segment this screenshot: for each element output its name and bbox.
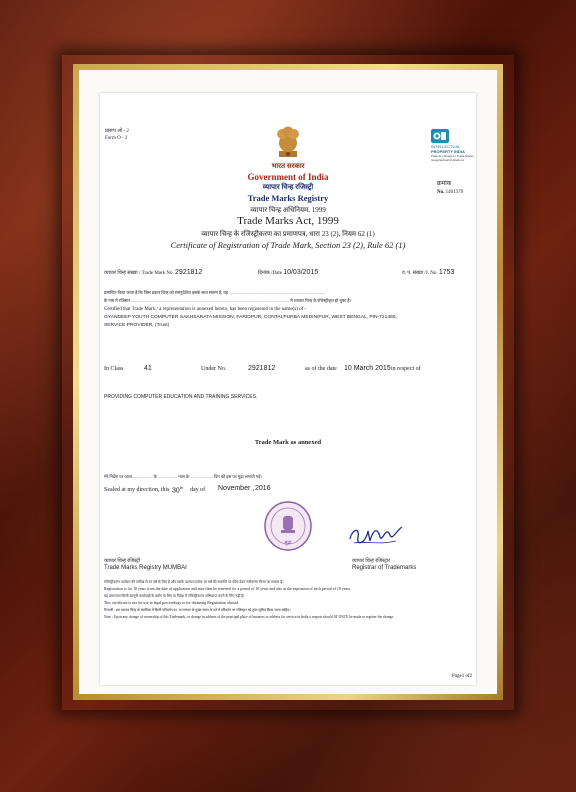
sealed-day-suffix: th — [179, 485, 184, 490]
note-4: This certificate is not for use in legal proceedings or for obtaining Registration abroad. — [104, 601, 239, 605]
govt-title: Government of India — [247, 172, 329, 182]
registry-hindi: व्यापार चिन्ह रजिस्ट्री — [262, 183, 314, 191]
note-5-hindi: टिप्पणी : इस व्यापार चिन्ह के स्वामित्व में किसी परिवर्तन पर, या व्यापार के मुख्य स्थान के पते में परिवर्तन पर रजिस्ट्रार को तुरंत सूचित किया जाना चाहिए। — [104, 608, 291, 612]
govt-hindi: भारत सरकार — [271, 162, 305, 170]
form-number-hindi: प्रारूप ओ - 2 — [105, 129, 129, 134]
page-number: Page1 of2 — [452, 674, 473, 679]
as-of-date-value: 10 March 2015 — [344, 365, 391, 372]
footer-left: Trade Marks Registry MUMBAI — [104, 565, 187, 571]
as-of-date-label: as of the date — [305, 366, 337, 372]
seal-caption: मुद्रा — [284, 540, 292, 546]
registrar-signature — [346, 521, 406, 549]
signature-text: OKsy/li — [371, 544, 381, 548]
registry-title: Trade Marks Registry — [247, 193, 329, 203]
form-number: Form O - 2 — [105, 136, 128, 141]
sealed-label: Sealed at my direction, this — [104, 487, 170, 493]
services-description: PROVIDING COMPUTER EDUCATION AND TRAINING SERVICES. — [104, 394, 258, 400]
certify-hindi-line2: के नाम में रजिस्टर ....................................................................................................................................................... में व्यापार चिन्ह के रजिस्ट्रीकृत हो चुका है। — [104, 298, 352, 303]
certificate-hindi: व्यापार चिन्ह के रजिस्ट्रीकरण का प्रमाणपत्र, धारा 23 (2), नियम 62 (1) — [201, 230, 375, 238]
serial-label: No. — [437, 190, 445, 195]
journal-no-label: व. प. संख्या /J. No. — [402, 271, 438, 276]
sealed-month: November , — [218, 485, 255, 492]
proprietor-line1: GYANDEEP YOUTH COMPUTER SAKHSARATA MISSION, FARIDPUR, CONTAI,PURBA MEDINIPUR, WEST BENGAL, PIN-721450, — [104, 315, 397, 320]
in-respect-of: in respect of — [391, 366, 421, 372]
sealed-hindi: मेरे निर्देश पर आज .................. के .................. मास के ..................... दिन को इस पर मुद्रा लगायी गई। — [104, 474, 262, 479]
certificate-paper — [100, 93, 476, 685]
ip-logo-line1: INTELLECTUAL — [431, 144, 461, 149]
journal-no: 1753 — [438, 269, 455, 276]
trade-mark-no-label: व्यापार चिन्ह संख्या / Trade Mark No. — [104, 271, 174, 276]
class-value: 41 — [144, 365, 152, 372]
certify-english: Certified that Trade Mark / a representation is annexed hereto, has been registered in the name(s) of - — [104, 307, 307, 312]
official-seal-icon — [263, 500, 313, 552]
trade-mark-annexed: Trade Mark as annexed — [254, 439, 322, 446]
note-3-hindi: यह प्रमाणपत्र किसी कानूनी कार्यवाही के प्रयोग के लिए या विदेश में रजिस्ट्रीकरण अभिप्राप्त करने के लिए नहीं है। — [104, 594, 245, 598]
date-label: दिनांक /Date — [258, 271, 282, 276]
note-2: Registration is for 10 years from the date of application and may then be renewed for a period of 10 years and also at the expiration of each period of 10 years. — [104, 587, 351, 591]
ip-logo-line4: Geographical Indications — [431, 158, 465, 162]
sealed-year: 2016 — [255, 485, 271, 492]
under-no-label: Under No. — [201, 366, 227, 372]
trade-mark-no: 2921812 — [175, 269, 203, 276]
act-hindi: व्यापार चिन्ह अधिनियम, 1999 — [250, 206, 326, 214]
certificate-title: Certificate of Registration of Trade Mark, Section 23 (2), Rule 62 (1) — [170, 240, 406, 250]
footer-right: Registrar of Trademarks — [352, 565, 417, 571]
ip-india-logo — [431, 129, 474, 162]
national-emblem-icon — [274, 123, 302, 159]
footer-left-hindi: व्यापार चिन्ह रजिस्ट्री — [104, 559, 141, 564]
ip-india-logo-icon — [431, 129, 449, 143]
class-label: In Class — [104, 366, 124, 372]
sealed-day-of: day of — [190, 487, 206, 493]
serial-number: 1401379 — [445, 190, 464, 195]
ip-logo-line3: Patents | Designs | Trade Marks — [431, 154, 474, 158]
proprietor-line2: SERVICE PROVIDER, (Trust) — [104, 323, 170, 328]
footer-right-hindi: व्यापार चिन्ह रजिस्ट्रार — [352, 559, 391, 564]
ip-logo-line2: PROPERTY INDIA — [431, 149, 465, 154]
note-6: Note : Upon any change of ownership of this Trademark, or change in address of the principal place of business or address for service in India a request should AT ONCE be made to register the change. — [104, 615, 394, 619]
sealed-day: 30 — [172, 487, 180, 495]
registration-date: 10/03/2015 — [283, 269, 319, 276]
certify-hindi-line1: प्रमाणित किया जाता है कि जिस प्रकार चिन्ह को समनुदेशित इसके साथ संलग्न है, वह ............................................................................................ — [104, 290, 326, 295]
under-no-value: 2921812 — [248, 365, 276, 372]
note-1-hindi: रजिस्ट्रीकरण आवेदन की तारीख से 10 वर्ष के लिए है और उसके पश्चात प्रत्येक 10 वर्ष की समाप्ति पर फीस देकर नवीकरण किया जा सकता है। — [104, 580, 284, 584]
act-title: Trade Marks Act, 1999 — [237, 215, 339, 227]
serial-hindi-label: क्रमांक — [437, 181, 452, 187]
